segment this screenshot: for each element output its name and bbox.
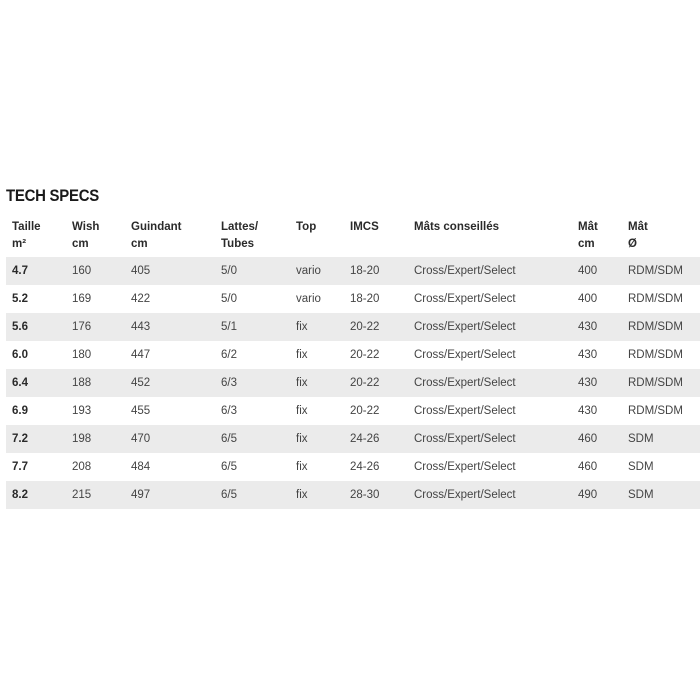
- table-cell: 5/0: [221, 265, 237, 277]
- table-cell: vario: [296, 265, 321, 277]
- table-cell: fix: [296, 433, 308, 445]
- table-cell: 430: [578, 377, 598, 389]
- header-cell: [131, 213, 181, 257]
- header-cell: [221, 213, 258, 257]
- table-row: [6, 341, 700, 369]
- header-cell: [12, 213, 41, 257]
- table-cell: 188: [72, 377, 92, 389]
- table-cell-size: 6.9: [12, 405, 28, 417]
- table-cell: 160: [72, 265, 92, 277]
- table-cell: fix: [296, 321, 308, 333]
- table-cell: 20-22: [350, 349, 380, 361]
- header-line: Wish: [72, 221, 100, 233]
- table-cell: 6/5: [221, 489, 237, 501]
- table-cell: 405: [131, 265, 151, 277]
- table-cell: 20-22: [350, 377, 380, 389]
- table-cell-size: 6.4: [12, 377, 28, 389]
- table-cell: SDM: [628, 433, 654, 445]
- table-header-row: [6, 213, 700, 257]
- table-cell: fix: [296, 349, 308, 361]
- table-cell: 6/5: [221, 433, 237, 445]
- table-cell: 6/3: [221, 377, 237, 389]
- table-cell: 215: [72, 489, 92, 501]
- table-cell: 6/3: [221, 405, 237, 417]
- table-cell: 5/0: [221, 293, 237, 305]
- table-cell: RDM/SDM: [628, 377, 683, 389]
- table-cell: 5/1: [221, 321, 237, 333]
- table-cell: Cross/Expert/Select: [414, 293, 516, 305]
- header-line: Lattes/: [221, 221, 259, 233]
- table-cell-size: 6.0: [12, 349, 28, 361]
- header-cell: [414, 213, 499, 257]
- table-cell: 208: [72, 461, 92, 473]
- table-cell: RDM/SDM: [628, 405, 683, 417]
- table-cell: 24-26: [350, 433, 380, 445]
- header-line: Taille: [12, 221, 41, 233]
- table-cell: 193: [72, 405, 92, 417]
- table-cell: 169: [72, 293, 92, 305]
- table-cell: Cross/Expert/Select: [414, 461, 516, 473]
- table-cell: 20-22: [350, 321, 380, 333]
- header-cell: [296, 213, 316, 257]
- table-cell: 452: [131, 377, 151, 389]
- table-cell-size: 4.7: [12, 265, 28, 277]
- table-cell: fix: [296, 377, 308, 389]
- header-line: Top: [296, 221, 317, 233]
- table-cell: 24-26: [350, 461, 380, 473]
- table-cell: 400: [578, 293, 598, 305]
- table-cell-size: 5.2: [12, 293, 28, 305]
- header-cell: [350, 213, 379, 257]
- table-cell: Cross/Expert/Select: [414, 349, 516, 361]
- table-cell: Cross/Expert/Select: [414, 433, 516, 445]
- table-cell: 455: [131, 405, 151, 417]
- table-cell: 470: [131, 433, 151, 445]
- table-cell: RDM/SDM: [628, 321, 683, 333]
- table-cell-size: 8.2: [12, 489, 28, 501]
- header-line: cm: [72, 238, 89, 250]
- table-cell: 28-30: [350, 489, 380, 501]
- table-cell: 490: [578, 489, 598, 501]
- table-cell: 497: [131, 489, 151, 501]
- tech-specs-table: [6, 213, 700, 509]
- header-cell: [578, 213, 598, 257]
- table-cell: Cross/Expert/Select: [414, 321, 516, 333]
- table-cell-size: 7.7: [12, 461, 28, 473]
- table-cell: 430: [578, 321, 598, 333]
- table-cell: 20-22: [350, 405, 380, 417]
- table-cell: fix: [296, 405, 308, 417]
- header-cell: [628, 213, 648, 257]
- table-cell: vario: [296, 293, 321, 305]
- table-row: [6, 285, 700, 313]
- table-cell: 447: [131, 349, 151, 361]
- table-cell: 18-20: [350, 265, 380, 277]
- header-line: Mât: [628, 221, 648, 233]
- table-cell: 460: [578, 433, 598, 445]
- table-row: [6, 369, 700, 397]
- table-cell: RDM/SDM: [628, 293, 683, 305]
- header-line: Tubes: [221, 238, 255, 250]
- table-cell: 176: [72, 321, 92, 333]
- table-cell: fix: [296, 461, 308, 473]
- table-cell: Cross/Expert/Select: [414, 405, 516, 417]
- table-cell: 400: [578, 265, 598, 277]
- table-cell: RDM/SDM: [628, 349, 683, 361]
- table-cell: 443: [131, 321, 151, 333]
- header-line: Mât: [578, 221, 598, 233]
- table-cell: RDM/SDM: [628, 265, 683, 277]
- table-row: [6, 257, 700, 285]
- table-row: [6, 313, 700, 341]
- header-line: Mâts conseillés: [414, 221, 500, 233]
- table-cell: 430: [578, 349, 598, 361]
- header-cell: [72, 213, 99, 257]
- table-row: [6, 481, 700, 509]
- table-row: [6, 453, 700, 481]
- table-cell: SDM: [628, 489, 654, 501]
- table-cell: 18-20: [350, 293, 380, 305]
- table-cell: Cross/Expert/Select: [414, 377, 516, 389]
- table-cell: 484: [131, 461, 151, 473]
- table-cell-size: 7.2: [12, 433, 28, 445]
- table-cell: 6/5: [221, 461, 237, 473]
- table-cell: 460: [578, 461, 598, 473]
- table-cell: SDM: [628, 461, 654, 473]
- header-line: cm: [578, 238, 595, 250]
- header-line: Guindant: [131, 221, 182, 233]
- table-row: [6, 425, 700, 453]
- table-cell: 180: [72, 349, 92, 361]
- header-line: IMCS: [350, 221, 379, 233]
- header-line: cm: [131, 238, 148, 250]
- table-cell: Cross/Expert/Select: [414, 489, 516, 501]
- header-line: Ø: [628, 238, 637, 250]
- table-cell: 198: [72, 433, 92, 445]
- page-title: TECH SPECS: [6, 186, 99, 205]
- table-cell: 422: [131, 293, 151, 305]
- table-cell: Cross/Expert/Select: [414, 265, 516, 277]
- table-row: [6, 397, 700, 425]
- table-cell: fix: [296, 489, 308, 501]
- header-line: m²: [12, 238, 27, 250]
- table-cell-size: 5.6: [12, 321, 28, 333]
- table-cell: 6/2: [221, 349, 237, 361]
- table-cell: 430: [578, 405, 598, 417]
